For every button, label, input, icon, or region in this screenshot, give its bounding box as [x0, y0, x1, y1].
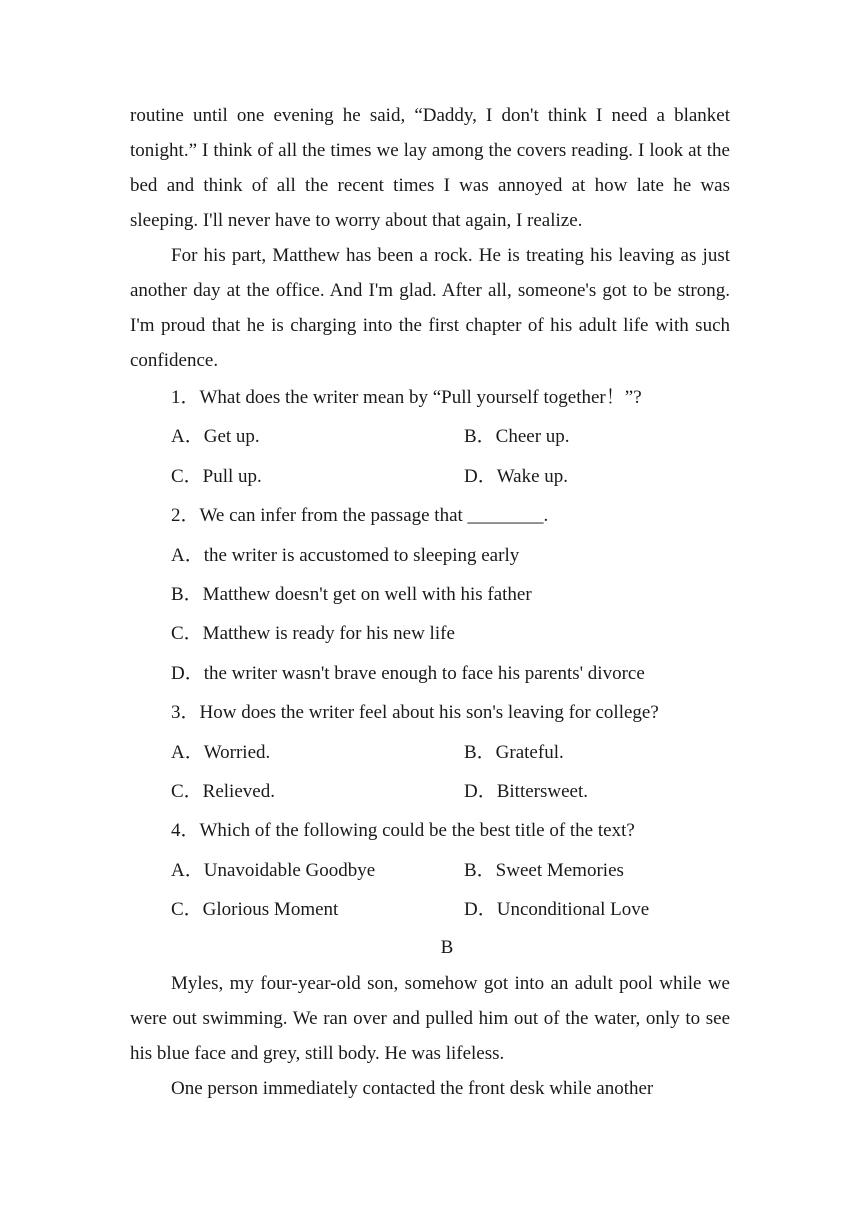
question-4-option-b: B．Sweet Memories: [464, 859, 624, 881]
question-1-options-row-2: [130, 457, 730, 496]
question-1-option-b: B．Cheer up.: [464, 426, 570, 448]
question-3-options-row-2: [130, 772, 730, 811]
question-3-options-row-1: [130, 733, 730, 772]
section-b-paragraph-2: One person immediately contacted the front desk while another: [171, 1078, 654, 1100]
question-3-option-b: B．Grateful.: [464, 741, 564, 763]
question-4-option-d: D．Unconditional Love: [464, 899, 650, 921]
passage-a-paragraph-1: routine until one evening he said, “Daddy, I don't think I need a blanket tonight.” I think of all the times we lay among the covers reading. I look at the bed and think of all the recent times I was annoyed at how late he was sleeping. I'll never have to worry about that again, I realize.: [130, 105, 730, 231]
question-4-options-row-2: [130, 890, 730, 929]
question-2-option-a: A．the writer is accustomed to sleeping early: [171, 544, 520, 566]
question-2-option-c: C．Matthew is ready for his new life: [171, 623, 455, 645]
question-4-options-row-1: [130, 851, 730, 890]
question-2-option-d: D．the writer wasn't brave enough to face his parents' divorce: [171, 662, 645, 684]
document-page: [130, 98, 730, 1106]
question-1-option-a: A．Get up.: [171, 426, 260, 448]
question-4-stem: 4．Which of the following could be the best title of the text?: [171, 820, 635, 842]
question-1-stem: 1．What does the writer mean by “Pull yourself together！”?: [171, 387, 642, 408]
question-2-option-b: B．Matthew doesn't get on well with his father: [171, 583, 532, 605]
section-b-heading: B: [440, 937, 454, 959]
question-3-option-c: C．Relieved.: [171, 780, 275, 802]
question-2-stem: 2．We can infer from the passage that ________.: [171, 505, 549, 527]
question-3-option-a: A．Worried.: [171, 741, 271, 763]
passage-a-paragraph-2: For his part, Matthew has been a rock. He is treating his leaving as just another day at the office. And I'm glad. After all, someone's got to be strong. I'm proud that he is charging into the first chapter of his adult life with such confidence.: [130, 245, 730, 371]
question-3-option-d: D．Bittersweet.: [464, 780, 589, 802]
question-4-option-c: C．Glorious Moment: [171, 899, 339, 921]
question-1-option-d: D．Wake up.: [464, 465, 568, 487]
question-1-options-row-1: [130, 417, 730, 456]
section-b-paragraph-1: Myles, my four-year-old son, somehow got into an adult pool while we were out swimming. We ran over and pulled him out of the water, only to see his blue face and grey, still body. He was lifeless.: [130, 973, 730, 1065]
question-4-option-a: A．Unavoidable Goodbye: [171, 859, 376, 881]
question-1-option-c: C．Pull up.: [171, 465, 262, 487]
question-3-stem: 3．How does the writer feel about his son's leaving for college?: [171, 702, 659, 724]
